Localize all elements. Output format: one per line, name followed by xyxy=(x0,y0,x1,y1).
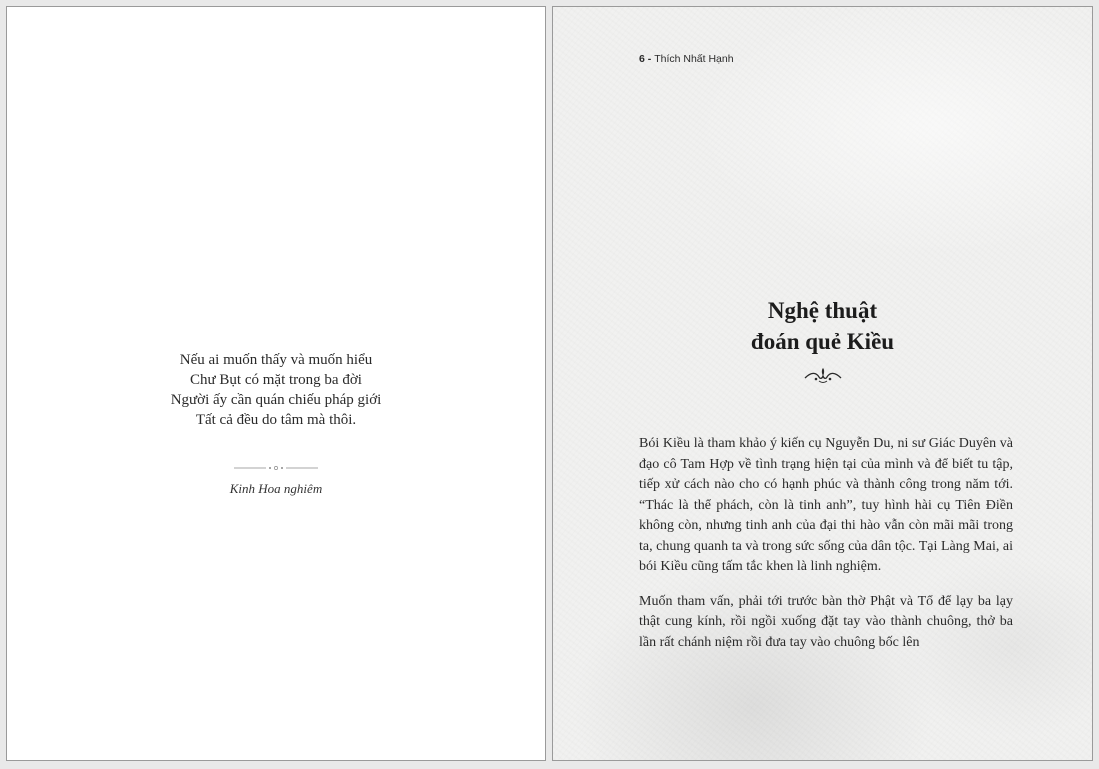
right-page xyxy=(552,6,1093,761)
body-paragraph: Muốn tham vấn, phải tới trước bàn thờ Phật và Tổ để lạy ba lạy thật cung kính, rồi ngồi xuống đặt tay vào thành chuông, thở ba lần rất chánh niệm rồi đưa tay vào chuông bốc lên xyxy=(639,593,1013,650)
running-header xyxy=(639,53,734,65)
chapter-title-line: đoán quẻ Kiều xyxy=(750,329,895,354)
left-page xyxy=(6,6,546,761)
epigraph-line: Tất cả đều do tâm mà thôi. xyxy=(195,412,357,428)
chapter-title-line: Nghệ thuật xyxy=(767,298,878,323)
chapter-title xyxy=(553,295,1092,357)
body-paragraph: Bói Kiều là tham khảo ý kiến cụ Nguyễn Du, ni sư Giác Duyên và đạo cô Tam Hợp về tình trạng hiện tại của mình và để biết tu tập, tiếp xử cách nào cho có hạnh phúc và thành công trong năm tới. “Thác là thể phách, còn là tinh anh”, tuy hình hài cụ Tiên Điền không còn, nhưng tinh anh của đại thi hào vẫn còn mãi mãi trong ta, chung quanh ta và trong sức sống của dân tộc. Tại Làng Mai, ai bói Kiều cũng tấm tắc khen là linh nghiệm. xyxy=(639,436,1013,574)
page-number: 6 xyxy=(639,53,645,65)
epigraph-line: Chư Bụt có mặt trong ba đời xyxy=(190,372,362,388)
flourish-ornament-icon xyxy=(803,367,843,385)
epigraph-line: Người ấy cần quán chiếu pháp giới xyxy=(170,392,382,408)
epigraph xyxy=(7,350,545,430)
divider-ornament-icon xyxy=(234,465,318,471)
header-author: Thích Nhất Hạnh xyxy=(654,53,734,65)
epigraph-attribution: Kinh Hoa nghiêm xyxy=(229,481,323,496)
header-separator: - xyxy=(644,53,655,65)
body-text xyxy=(639,434,1013,667)
epigraph-line: Nếu ai muốn thấy và muốn hiểu xyxy=(179,352,373,368)
